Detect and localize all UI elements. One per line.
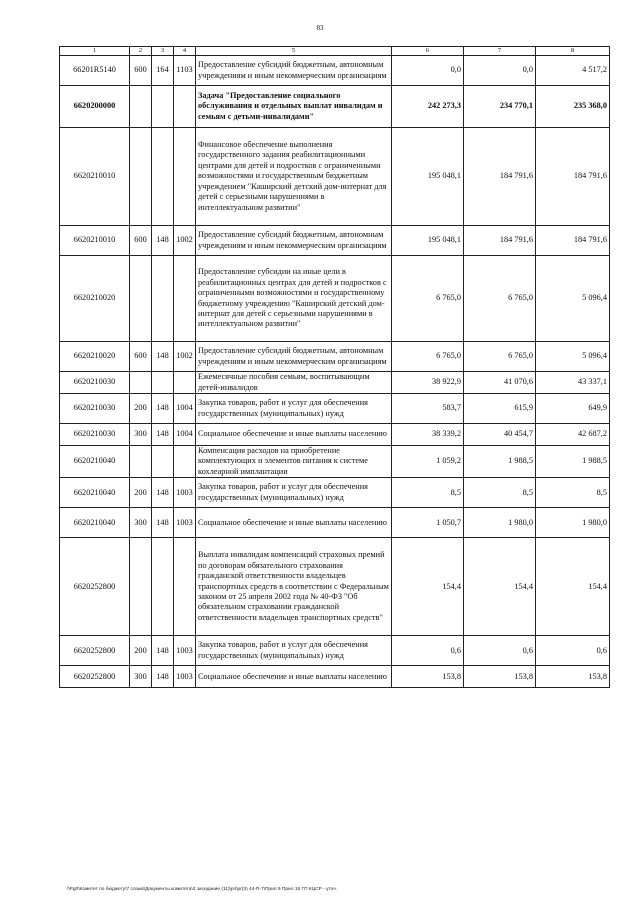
row-value-col6: 195 048,1 [392, 128, 464, 226]
file-path-footer: \\Pg0\Комитет по бюджету\7 созыв\Документы комитета\3 заседание (11)\p4\pr(3) 44-П-7\Прил 9 Прил 15 ГП КЦСР - уточ. [67, 887, 338, 892]
row-department [152, 86, 174, 128]
row-expense-type [130, 446, 152, 478]
table-row [60, 424, 610, 446]
row-expense-type [130, 372, 152, 394]
row-value-col7: 184 791,6 [464, 226, 536, 256]
row-code: 6620200000 [60, 86, 130, 128]
row-value-col7: 0,0 [464, 56, 536, 86]
row-description: Закупка товаров, работ и услуг для обеспечения государственных (муниципальных) нужд [196, 636, 392, 666]
table-row [60, 56, 610, 86]
row-description: Ежемесячные пособия семьям, воспитывающим детей-инвалидов [196, 372, 392, 394]
row-section [174, 128, 196, 226]
row-value-col8: 154,4 [536, 538, 610, 636]
row-department: 148 [152, 424, 174, 446]
row-value-col7: 1 988,5 [464, 446, 536, 478]
table-row [60, 636, 610, 666]
row-value-col8: 153,8 [536, 666, 610, 688]
row-department: 148 [152, 226, 174, 256]
column-header: 4 [174, 47, 196, 56]
row-value-col6: 38 922,9 [392, 372, 464, 394]
row-department: 164 [152, 56, 174, 86]
row-value-col7: 40 454,7 [464, 424, 536, 446]
row-value-col6: 195 048,1 [392, 226, 464, 256]
row-value-col7: 41 070,6 [464, 372, 536, 394]
row-section [174, 446, 196, 478]
row-code: 6620210010 [60, 128, 130, 226]
row-value-col6: 8,5 [392, 478, 464, 508]
table-row [60, 128, 610, 226]
row-value-col8: 1 980,0 [536, 508, 610, 538]
column-header: 6 [392, 47, 464, 56]
page-number: 83 [316, 24, 324, 32]
row-description: Социальное обеспечение и иные выплаты населению [196, 424, 392, 446]
row-code: 6620210040 [60, 508, 130, 538]
row-value-col7: 6 765,0 [464, 342, 536, 372]
row-value-col8: 235 368,0 [536, 86, 610, 128]
table-row [60, 86, 610, 128]
row-expense-type: 200 [130, 478, 152, 508]
table-row [60, 394, 610, 424]
row-value-col8: 184 791,6 [536, 226, 610, 256]
row-section: 1004 [174, 424, 196, 446]
row-department [152, 256, 174, 342]
row-code: 6620210040 [60, 446, 130, 478]
column-header: 5 [196, 47, 392, 56]
row-value-col8: 0,6 [536, 636, 610, 666]
row-department [152, 372, 174, 394]
row-code: 6620210010 [60, 226, 130, 256]
row-value-col6: 0,6 [392, 636, 464, 666]
row-expense-type [130, 538, 152, 636]
row-code: 6620210040 [60, 478, 130, 508]
table-row [60, 226, 610, 256]
row-code: 6620210030 [60, 372, 130, 394]
row-value-col6: 6 765,0 [392, 342, 464, 372]
row-value-col7: 615,9 [464, 394, 536, 424]
table-row [60, 256, 610, 342]
row-value-col7: 1 980,0 [464, 508, 536, 538]
row-expense-type: 300 [130, 424, 152, 446]
row-expense-type: 200 [130, 636, 152, 666]
row-section [174, 372, 196, 394]
row-expense-type: 600 [130, 226, 152, 256]
row-expense-type: 600 [130, 56, 152, 86]
row-value-col8: 4 517,2 [536, 56, 610, 86]
table-row [60, 342, 610, 372]
row-section: 1002 [174, 342, 196, 372]
row-value-col7: 234 770,1 [464, 86, 536, 128]
row-value-col8: 184 791,6 [536, 128, 610, 226]
row-value-col7: 154,4 [464, 538, 536, 636]
row-value-col6: 6 765,0 [392, 256, 464, 342]
table-row [60, 478, 610, 508]
row-section: 1003 [174, 478, 196, 508]
row-expense-type: 300 [130, 666, 152, 688]
table-row [60, 538, 610, 636]
row-value-col7: 0,6 [464, 636, 536, 666]
row-department [152, 446, 174, 478]
row-code: 6620210020 [60, 256, 130, 342]
row-description: Закупка товаров, работ и услуг для обеспечения государственных (муниципальных) нужд [196, 394, 392, 424]
column-header: 3 [152, 47, 174, 56]
row-value-col6: 583,7 [392, 394, 464, 424]
row-description: Выплата инвалидам компенсаций страховых премий по договорам обязательного страхования гражданской ответственности владельцев транспортных средств в соответствии с Федеральным законом от 25 апреля 2002 года № 40-ФЗ "Об обязательном страховании гражданской ответственности владельцев транспортных средств" [196, 538, 392, 636]
row-expense-type [130, 128, 152, 226]
row-code: 6620252800 [60, 666, 130, 688]
row-value-col6: 1 059,2 [392, 446, 464, 478]
row-description: Предоставление субсидий бюджетным, автономным учреждениям и иным некоммерческим организациям [196, 342, 392, 372]
header-row [60, 47, 610, 56]
column-header: 7 [464, 47, 536, 56]
row-value-col8: 43 337,1 [536, 372, 610, 394]
table-row [60, 446, 610, 478]
table-row [60, 666, 610, 688]
row-department: 148 [152, 508, 174, 538]
row-section: 1003 [174, 636, 196, 666]
row-code: 6620210030 [60, 394, 130, 424]
row-value-col8: 5 096,4 [536, 256, 610, 342]
row-section [174, 538, 196, 636]
row-value-col6: 153,8 [392, 666, 464, 688]
row-section: 1002 [174, 226, 196, 256]
row-section [174, 256, 196, 342]
row-value-col7: 184 791,6 [464, 128, 536, 226]
row-value-col8: 42 687,2 [536, 424, 610, 446]
row-code: 6620210030 [60, 424, 130, 446]
row-code: 6620210020 [60, 342, 130, 372]
row-description: Финансовое обеспечение выполнения государственного задания реабилитационными центрами для детей и подростков с ограниченными возможностями и государственным бюджетным учреждением "Каширский детский дом-интернат для детей с серьезными нарушениями в интеллектуальном развитии" [196, 128, 392, 226]
row-department: 148 [152, 636, 174, 666]
row-section: 1004 [174, 394, 196, 424]
row-value-col8: 1 988,5 [536, 446, 610, 478]
row-code: 66201R5140 [60, 56, 130, 86]
row-value-col6: 154,4 [392, 538, 464, 636]
row-department [152, 538, 174, 636]
row-expense-type: 300 [130, 508, 152, 538]
row-department: 148 [152, 666, 174, 688]
row-description: Компенсация расходов на приобретение комплектующих и элементов питания к системе кохлеарной имплантации [196, 446, 392, 478]
row-value-col6: 242 273,3 [392, 86, 464, 128]
row-expense-type [130, 256, 152, 342]
row-value-col6: 0,0 [392, 56, 464, 86]
row-description: Предоставление субсидии на иные цели в реабилитационных центрах для детей и подростков с ограниченными возможностями и государственному бюджетному учреждению "Каширский детский дом-интернат для детей с серьезными нарушениями в интеллектуальном развитии" [196, 256, 392, 342]
row-code: 6620252800 [60, 636, 130, 666]
row-value-col8: 5 096,4 [536, 342, 610, 372]
row-description: Задача "Предоставление социального обслуживания и отдельных выплат инвалидам и семьям с детьми-инвалидами" [196, 86, 392, 128]
table-row [60, 372, 610, 394]
row-expense-type [130, 86, 152, 128]
row-description: Социальное обеспечение и иные выплаты населению [196, 666, 392, 688]
row-description: Предоставление субсидий бюджетным, автономным учреждениям и иным некоммерческим организациям [196, 226, 392, 256]
row-value-col7: 6 765,0 [464, 256, 536, 342]
row-department: 148 [152, 342, 174, 372]
row-department: 148 [152, 478, 174, 508]
row-description: Закупка товаров, работ и услуг для обеспечения государственных (муниципальных) нужд [196, 478, 392, 508]
row-value-col6: 1 050,7 [392, 508, 464, 538]
row-description: Социальное обеспечение и иные выплаты населению [196, 508, 392, 538]
row-description: Предоставление субсидий бюджетным, автономным учреждениям и иным некоммерческим организациям [196, 56, 392, 86]
row-section: 1003 [174, 508, 196, 538]
row-section: 1103 [174, 56, 196, 86]
row-section [174, 86, 196, 128]
column-header: 8 [536, 47, 610, 56]
row-value-col8: 8,5 [536, 478, 610, 508]
row-code: 6620252800 [60, 538, 130, 636]
row-expense-type: 200 [130, 394, 152, 424]
row-expense-type: 600 [130, 342, 152, 372]
row-section: 1003 [174, 666, 196, 688]
budget-table [59, 46, 610, 688]
row-value-col8: 649,9 [536, 394, 610, 424]
row-value-col7: 153,8 [464, 666, 536, 688]
row-department [152, 128, 174, 226]
column-header: 2 [130, 47, 152, 56]
row-department: 148 [152, 394, 174, 424]
row-value-col6: 38 339,2 [392, 424, 464, 446]
table-row [60, 508, 610, 538]
column-header: 1 [60, 47, 130, 56]
row-value-col7: 8,5 [464, 478, 536, 508]
